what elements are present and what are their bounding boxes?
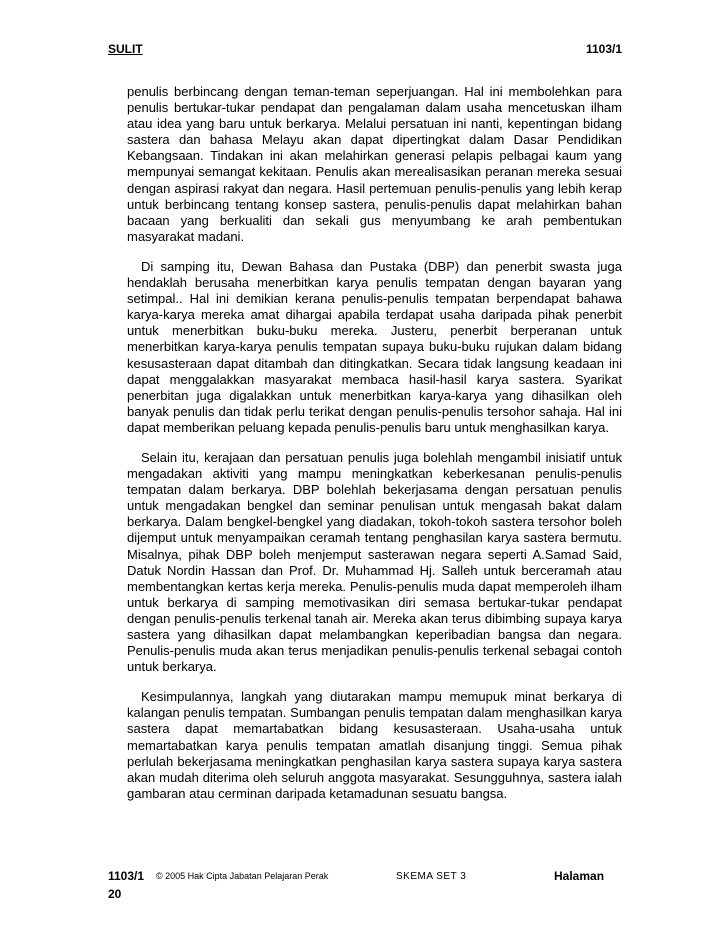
paragraph-government-activities: Selain itu, kerajaan dan persatuan penulis juga bolehlah mengambil inisiatif untuk mengadakan aktiviti yang mampu meningkatkan keberkesanan penulis-penulis tempatan dalam berkarya. DBP bolehlah bekerjasama dengan persatuan penulis untuk mengadakan bengkel dan seminar penulisan untuk mengasah bakat dalam berkarya. Dalam bengkel-bengkel yang diadakan, tokoh-tokoh sastera tersohor boleh dijemput untuk menyampaikan ceramah tentang penghasilan karya sastera bermutu. Misalnya, pihak DBP boleh menjemput sasterawan negara seperti A.Samad Said, Datuk Nordin Hassan dan Prof. Dr. Muhammad Hj. Salleh untuk berceramah atau membentangkan kertas kerja mereka. Penulis-penulis muda dapat memperoleh ilham untuk berkarya di samping memotivasikan diri semasa bertukar-tukar pendapat dengan penulis-penulis terkenal tanah air. Mereka akan terus dibimbing supaya karya sastera yang dihasilkan dapat melambangkan keperibadian bangsa dan negara. Penulis-penulis muda akan terus menjadikan penulis-penulis terkenal sebagai contoh untuk berkarya.: [127, 449, 622, 675]
footer-paper-code: 1103/1: [108, 869, 145, 883]
paragraph-dbp-publishers: Di samping itu, Dewan Bahasa dan Pustaka (DBP) dan penerbit swasta juga hendaklah berusaha menerbitkan karya penulis tempatan dengan bayaran yang setimpal.. Hal ini demikian kerana penulis-penulis tempatan berpendapat bahawa karya-karya mereka amat dihargai apabila terdapat usaha daripada pihak penerbit untuk menerbitkan buku-buku mereka. Justeru, penerbit berperanan untuk menerbitkan karya-karya penulis tempatan supaya buku-buku rujukan dalam bidang kesusasteraan dapat ditambah dan ditingkatkan. Secara tidak langsung keadaan ini dapat menggalakkan masyarakat membaca hasil-hasil karya sastera. Syarikat penerbitan juga digalakkan untuk menerbitkan karya-karya yang dihasilkan oleh banyak penulis dan tidak perlu terikat dengan penulis-penulis tersohor sahaja. Hal ini dapat memberikan peluang kepada penulis-penulis baru untuk menghasilkan karya.: [127, 258, 622, 435]
footer-page-number: 20: [108, 887, 122, 901]
page-footer: [108, 867, 628, 907]
paragraph-continuation: penulis berbincang dengan teman-teman seperjuangan. Hal ini membolehkan para penulis bertukar-tukar pendapat dan pengalaman dalam usaha mencetuskan ilham atau idea yang baru untuk berkarya. Melalui persatuan ini nanti, kepentingan bidang sastera dan bahasa Melayu akan dapat dipertingkat dalam Dasar Pendidikan Kebangsaan. Tindakan ini akan melahirkan generasi pelapis pelbagai kaum yang mempunyai semangat kekitaan. Penulis akan merealisasikan peranan mereka sesuai dengan aspirasi rakyat dan negara. Hasil pertemuan penulis-penulis yang lebih kerap untuk berbincang tentang konsep sastera, penulis-penulis dapat melahirkan bahan bacaan yang berkualiti dan sekali gus menyumbang ke arah pembentukan masyarakat madani.: [127, 84, 622, 244]
footer-set-label: SKEMA SET 3: [396, 871, 467, 882]
essay-body: [127, 84, 622, 816]
footer-copyright: © 2005 Hak Cipta Jabatan Pelajaran Perak: [156, 871, 329, 881]
header-paper-code: 1103/1: [585, 42, 622, 56]
page-header: [108, 42, 622, 58]
footer-page-label: Halaman: [554, 869, 605, 883]
header-classification: SULIT: [108, 42, 143, 56]
paragraph-conclusion: Kesimpulannya, langkah yang diutarakan mampu memupuk minat berkarya di kalangan penulis tempatan. Sumbangan penulis tempatan dalam menghasilkan karya sastera dapat memartabatkan bidang kesusasteraan. Usaha-usaha untuk memartabatkan karya penulis tempatan amatlah disanjung tinggi. Semua pihak perlulah bekerjasama meningkatkan penghasilan karya sastera supaya karya sastera akan mudah diterima oleh seluruh anggota masyarakat. Sesungguhnya, sastera ialah gambaran atau cerminan daripada ketamadunan sesuatu bangsa.: [127, 689, 622, 801]
